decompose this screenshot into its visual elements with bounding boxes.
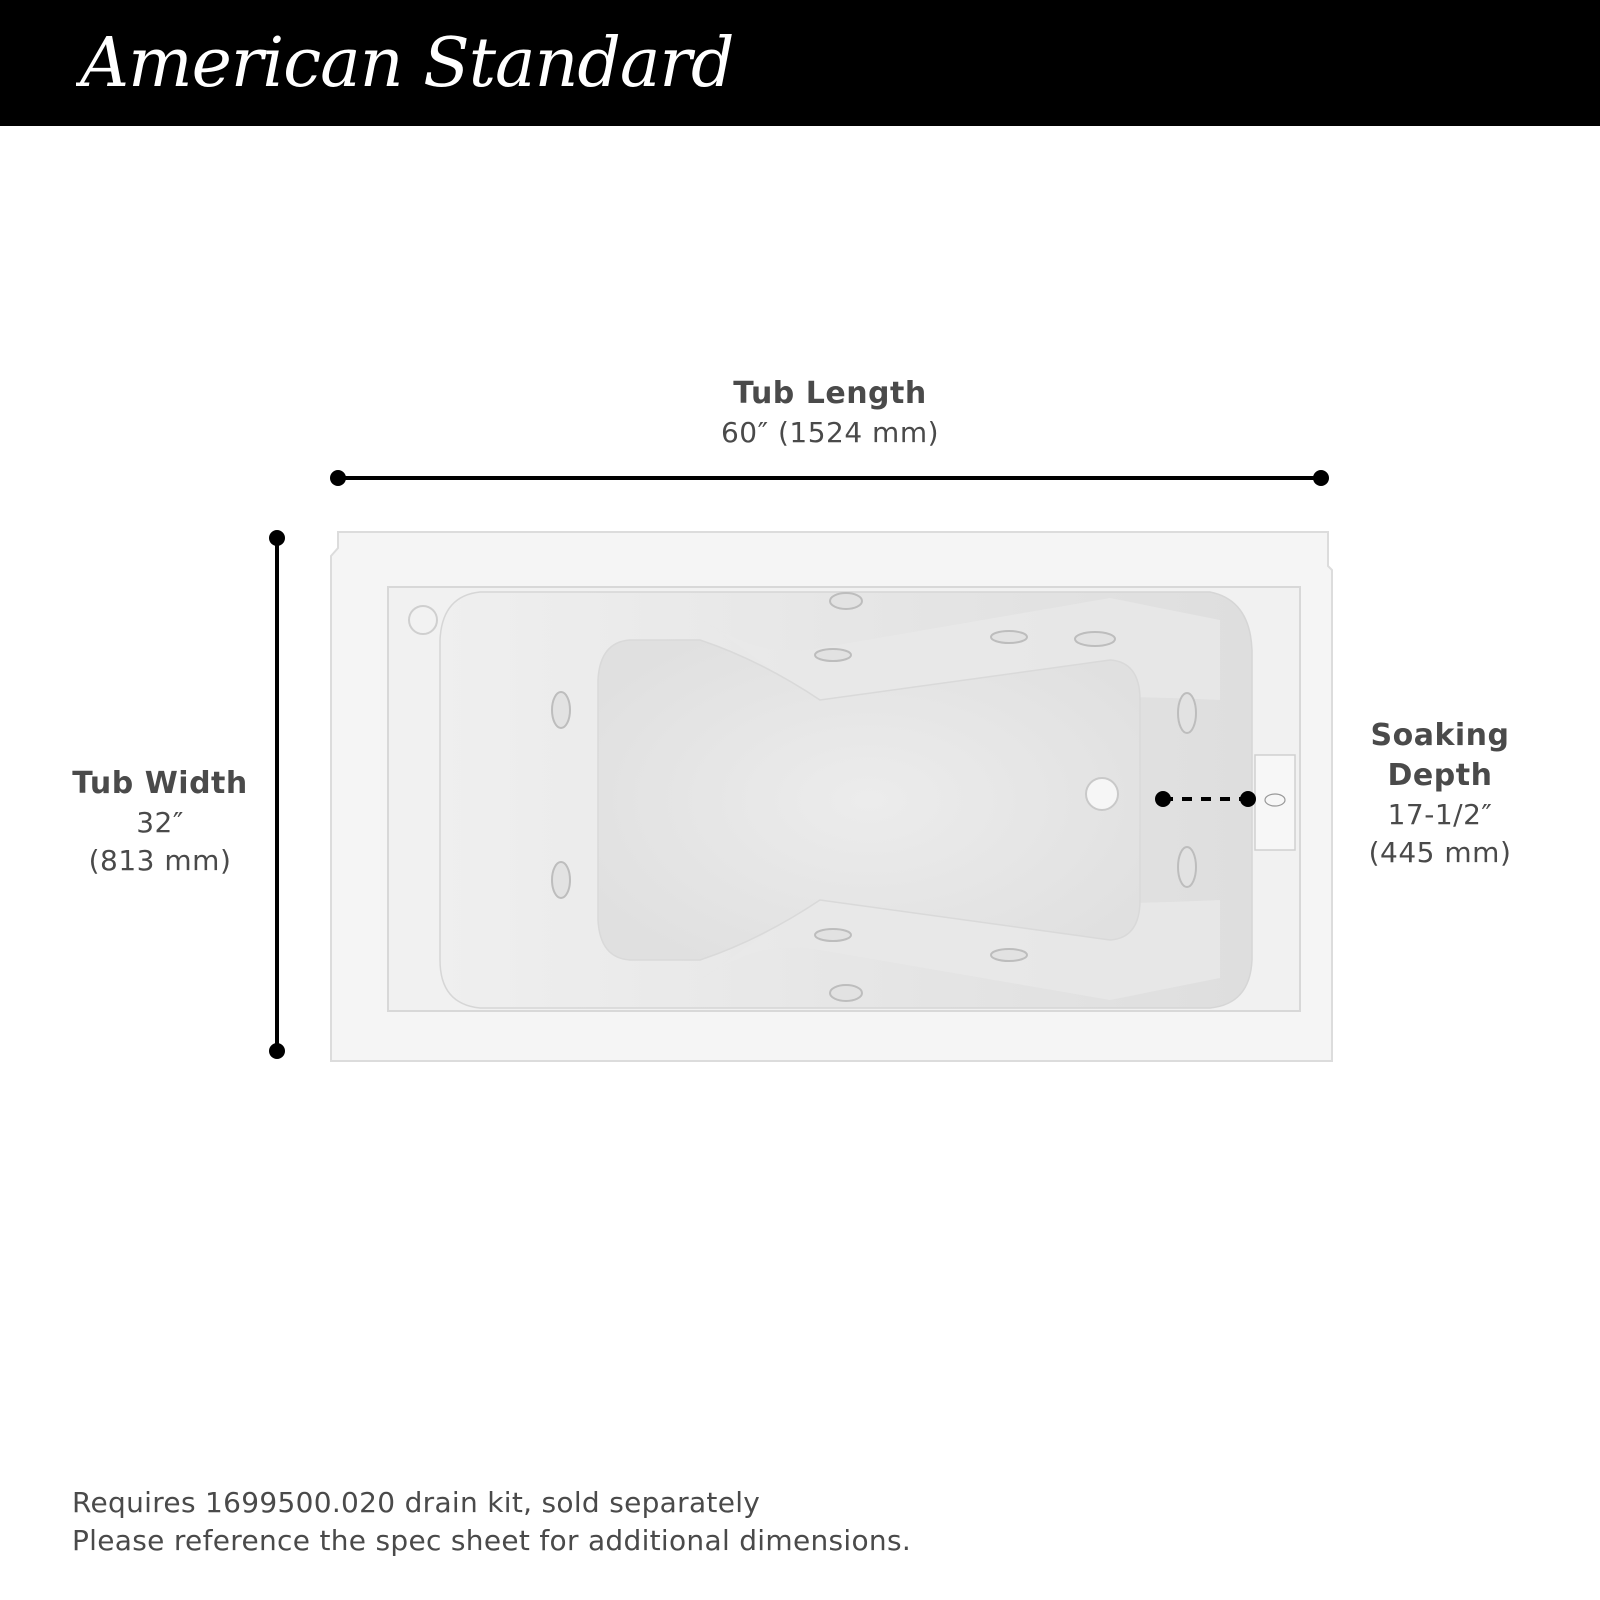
tub-length-label (630, 374, 1030, 452)
footnotes (72, 1484, 911, 1560)
svg-text:American Standard: American Standard (80, 24, 734, 103)
soaking-depth-title-1: Soaking (1370, 718, 1510, 753)
tub-width-label (40, 764, 280, 880)
bathtub (331, 532, 1332, 1061)
soaking-depth-value-in: 17-1/2″ (1387, 798, 1493, 831)
spec-sheet-note: Please reference the spec sheet for additional dimensions. (72, 1524, 912, 1557)
tub-width-title: Tub Width (72, 766, 248, 801)
tub-length-value: 60″ (1524 mm) (720, 416, 940, 449)
tub-width-value-mm: (813 mm) (88, 844, 232, 877)
tub-width-value-in: 32″ (136, 806, 184, 839)
length-dimension-line (330, 470, 1329, 486)
soaking-depth-value-mm: (445 mm) (1368, 836, 1512, 869)
soaking-depth-label (1330, 716, 1550, 872)
soaking-depth-title-2: Depth (1387, 758, 1493, 793)
drain-kit-note: Requires 1699500.020 drain kit, sold separately (72, 1486, 761, 1519)
tub-length-title: Tub Length (733, 376, 927, 411)
